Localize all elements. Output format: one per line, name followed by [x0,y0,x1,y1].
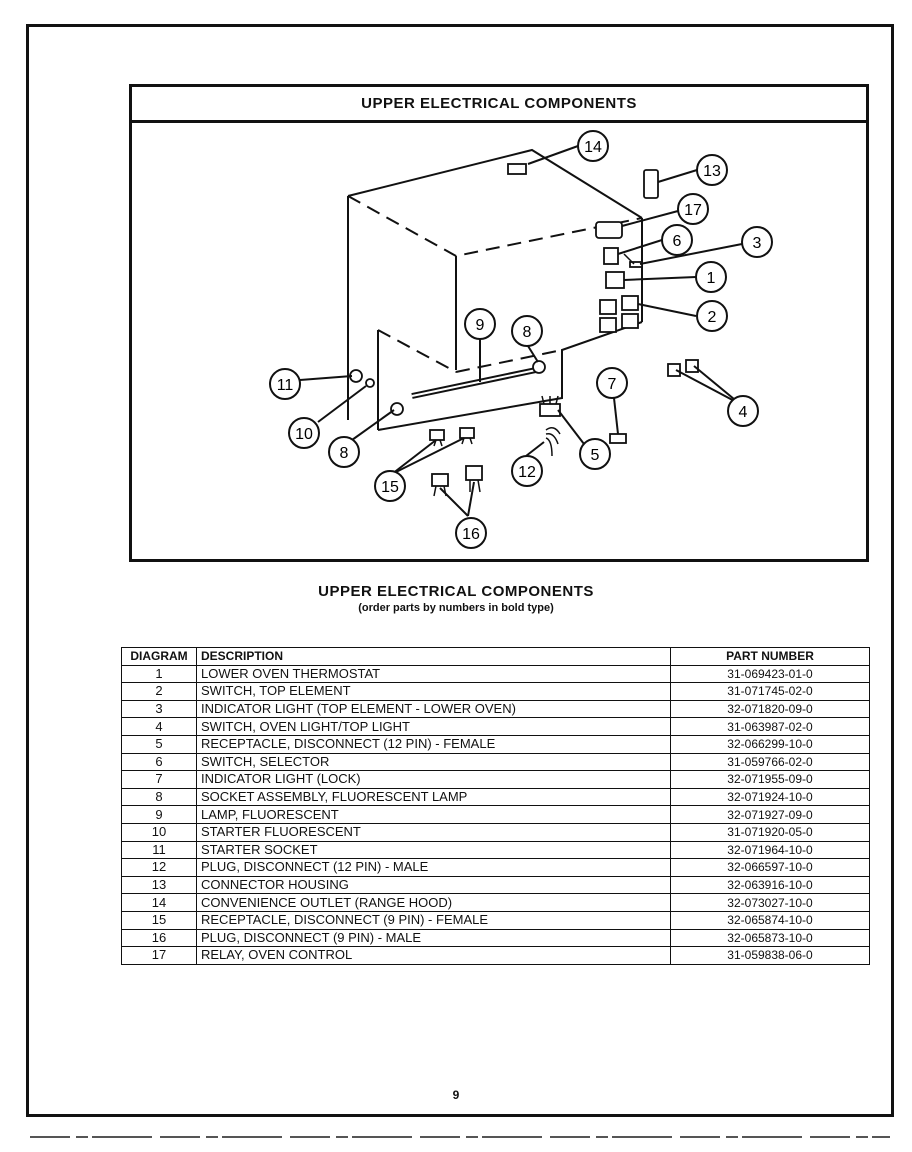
row-part-number: 31-059838-06-0 [671,947,870,965]
row-part-number: 32-066597-10-0 [671,859,870,877]
row-part-number: 31-071745-02-0 [671,683,870,701]
row-part-number: 31-059766-02-0 [671,753,870,771]
row-description: CONNECTOR HOUSING [197,876,671,894]
row-diagram: 15 [122,911,197,929]
table-title: UPPER ELECTRICAL COMPONENTS [318,583,594,600]
table-row [122,823,870,841]
table-row [122,911,870,929]
callout-7 [597,368,627,398]
row-part-number: 32-065874-10-0 [671,911,870,929]
row-diagram: 7 [122,771,197,789]
svg-text:12: 12 [518,464,536,481]
row-description: CONVENIENCE OUTLET (RANGE HOOD) [197,894,671,912]
scan-edge-artifact [30,1134,890,1140]
row-description: SWITCH, TOP ELEMENT [197,683,671,701]
callout-3 [742,227,772,257]
row-part-number: 31-071920-05-0 [671,823,870,841]
callout-17 [678,194,708,224]
row-part-number: 32-071955-09-0 [671,771,870,789]
row-diagram: 17 [122,947,197,965]
svg-text:5: 5 [590,447,600,464]
callout-5 [580,439,610,469]
row-part-number: 32-071964-10-0 [671,841,870,859]
row-description: PLUG, DISCONNECT (9 PIN) - MALE [197,929,671,947]
callout-4 [728,396,758,426]
callout-9 [465,309,495,339]
row-description: INDICATOR LIGHT (LOCK) [197,771,671,789]
header-part-number: PART NUMBER [671,648,870,666]
svg-text:3: 3 [752,235,762,252]
row-part-number: 32-071927-09-0 [671,806,870,824]
row-part-number: 32-066299-10-0 [671,735,870,753]
callout-12 [512,456,542,486]
row-description: LOWER OVEN THERMOSTAT [197,665,671,683]
svg-text:8: 8 [339,445,349,462]
svg-text:10: 10 [295,426,313,443]
svg-text:17: 17 [684,202,702,219]
header-description: DESCRIPTION [197,648,671,666]
row-diagram: 5 [122,735,197,753]
callout-1 [696,262,726,292]
callout-2 [697,301,727,331]
svg-text:7: 7 [607,376,617,393]
row-diagram: 16 [122,929,197,947]
row-diagram: 8 [122,788,197,806]
parts-table [121,647,870,965]
callout-13 [697,155,727,185]
row-description: RECEPTACLE, DISCONNECT (9 PIN) - FEMALE [197,911,671,929]
row-description: SOCKET ASSEMBLY, FLUORESCENT LAMP [197,788,671,806]
row-part-number: 32-065873-10-0 [671,929,870,947]
row-description: LAMP, FLUORESCENT [197,806,671,824]
table-row [122,894,870,912]
callout-15 [375,471,405,501]
svg-text:15: 15 [381,479,399,496]
callout-6 [662,225,692,255]
row-diagram: 3 [122,700,197,718]
svg-text:1: 1 [706,270,716,287]
table-subtitle: (order parts by numbers in bold type) [358,602,554,614]
row-diagram: 9 [122,806,197,824]
table-row [122,929,870,947]
row-description: PLUG, DISCONNECT (12 PIN) - MALE [197,859,671,877]
row-diagram: 13 [122,876,197,894]
table-row [122,665,870,683]
svg-text:16: 16 [462,526,480,543]
table-row [122,806,870,824]
row-part-number: 31-069423-01-0 [671,665,870,683]
table-row [122,841,870,859]
svg-text:11: 11 [276,377,294,394]
svg-text:4: 4 [738,404,748,421]
callout-11 [270,369,300,399]
table-row [122,771,870,789]
table-heading [0,583,912,614]
page-number: 9 [452,1088,460,1102]
svg-text:13: 13 [703,163,721,180]
callout-10 [289,418,319,448]
row-part-number: 32-073027-10-0 [671,894,870,912]
row-part-number: 32-071924-10-0 [671,788,870,806]
row-description: STARTER FLUORESCENT [197,823,671,841]
row-diagram: 10 [122,823,197,841]
table-row [122,683,870,701]
table-row [122,753,870,771]
row-description: RECEPTACLE, DISCONNECT (12 PIN) - FEMALE [197,735,671,753]
row-description: INDICATOR LIGHT (TOP ELEMENT - LOWER OVEN) [197,700,671,718]
row-diagram: 4 [122,718,197,736]
row-description: RELAY, OVEN CONTROL [197,947,671,965]
table-row [122,700,870,718]
row-description: STARTER SOCKET [197,841,671,859]
row-diagram: 2 [122,683,197,701]
svg-text:8: 8 [522,324,532,341]
table-row [122,947,870,965]
row-part-number: 31-063987-02-0 [671,718,870,736]
row-diagram: 12 [122,859,197,877]
row-description: SWITCH, SELECTOR [197,753,671,771]
table-header-row [122,648,870,666]
row-diagram: 1 [122,665,197,683]
callout-8-lower [329,437,359,467]
svg-text:14: 14 [584,139,602,156]
table-row [122,735,870,753]
row-part-number: 32-063916-10-0 [671,876,870,894]
header-diagram: DIAGRAM [122,648,197,666]
table-row [122,859,870,877]
row-description: SWITCH, OVEN LIGHT/TOP LIGHT [197,718,671,736]
row-diagram: 6 [122,753,197,771]
callout-16 [456,518,486,548]
svg-text:6: 6 [672,233,682,250]
table-row [122,718,870,736]
callout-14 [578,131,608,161]
svg-text:2: 2 [707,309,717,326]
row-diagram: 14 [122,894,197,912]
row-part-number: 32-071820-09-0 [671,700,870,718]
figure-title: UPPER ELECTRICAL COMPONENTS [132,87,866,123]
table-row [122,876,870,894]
svg-text:9: 9 [475,317,485,334]
callout-8-upper [512,316,542,346]
row-diagram: 11 [122,841,197,859]
table-row [122,788,870,806]
